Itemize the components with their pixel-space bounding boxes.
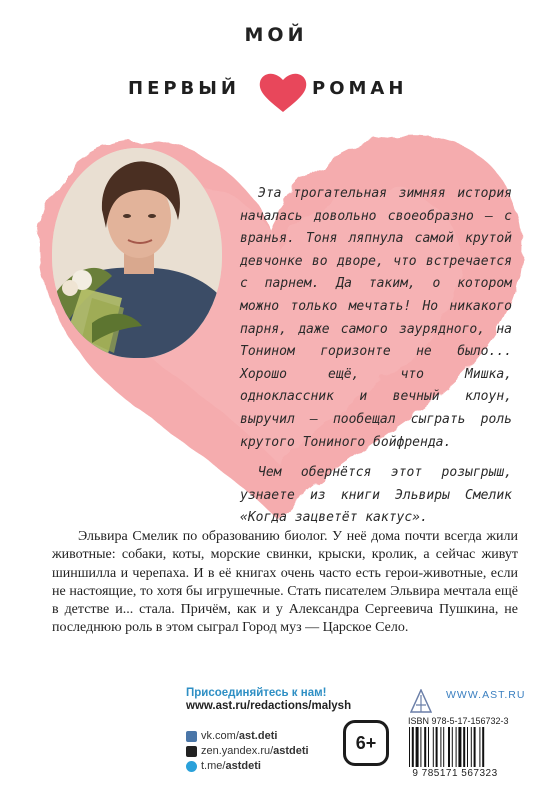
series-title-line1: МОЙ: [244, 24, 308, 46]
social-link-vk-handle: ast.deti: [238, 730, 278, 742]
isbn-text: ISBN 978-5-17-156732-3: [408, 716, 509, 726]
barcode-number: 9 785171 567323: [412, 768, 498, 779]
publisher-links: [186, 687, 386, 712]
join-us-label: Присоединяйтесь к нам!: [186, 687, 327, 699]
annotation-paragraph-1: Эта трогательная зимняя история началась довольно своеобразно — с вранья. Тоня ляпнула самой крутой девчонке во дворе, что встречается с парнем. Да таким, о котором можно только мечтать! Но никакого парня, даже самого заурядного, на Тонином горизонте не было... Хорошо ещё, что Мишка, одноклассник и вечный клоун, выручил — пообещал сыграть роль крутого Тониного бойфренда.: [240, 186, 512, 450]
vk-icon: [186, 731, 197, 742]
ast-logo-icon: [410, 689, 432, 713]
series-header: [0, 24, 552, 99]
social-link-vk-prefix: vk.com/: [201, 730, 239, 742]
annotation-paragraph-2: Чем обернётся этот розыгрыш, узнаете из книги Эльвиры Смелик «Когда зацветёт кактус».: [240, 465, 512, 526]
zen-icon: [186, 746, 197, 757]
series-title-word-left: ПЕРВЫЙ: [128, 78, 240, 99]
telegram-icon: [186, 761, 197, 772]
series-title-word-right: РОМАН: [312, 78, 408, 99]
book-annotation: [240, 183, 512, 538]
social-link-zen-handle: astdeti: [273, 745, 309, 757]
publisher-site-link: www.ast.ru/redactions/malysh: [186, 700, 352, 712]
author-portrait-image: [52, 148, 222, 358]
age-rating-badge: 6+: [343, 720, 389, 766]
barcode-image: [407, 727, 503, 767]
publisher-url: WWW.AST.RU: [446, 689, 526, 701]
social-link-telegram-prefix: t.me/: [201, 760, 226, 772]
social-link-telegram: [186, 760, 261, 772]
social-link-zen-prefix: zen.yandex.ru/: [201, 745, 274, 757]
social-link-vk: [186, 730, 277, 742]
author-bio: [52, 528, 518, 638]
social-link-zen: [186, 745, 309, 757]
heart-icon: [258, 70, 308, 114]
author-photo: [52, 148, 222, 358]
social-link-telegram-handle: astdeti: [225, 760, 261, 772]
author-bio-text: Эльвира Смелик по образованию биолог. У неё дома почти всегда жили животные: собаки, коты, морские свинки, крыски, кролик, а сейчас живут шиншилла и черепаха. И в её книгах очень часто есть герои-животные, если не настоящие, то хотя бы игрушечные. Стать писателем Эльвира мечтала ещё в детстве и... стала. Причём, как и у Александра Сергеевича Пушкина, не последнюю роль в этом сыграл Город муз — Царское Село.: [52, 529, 518, 636]
